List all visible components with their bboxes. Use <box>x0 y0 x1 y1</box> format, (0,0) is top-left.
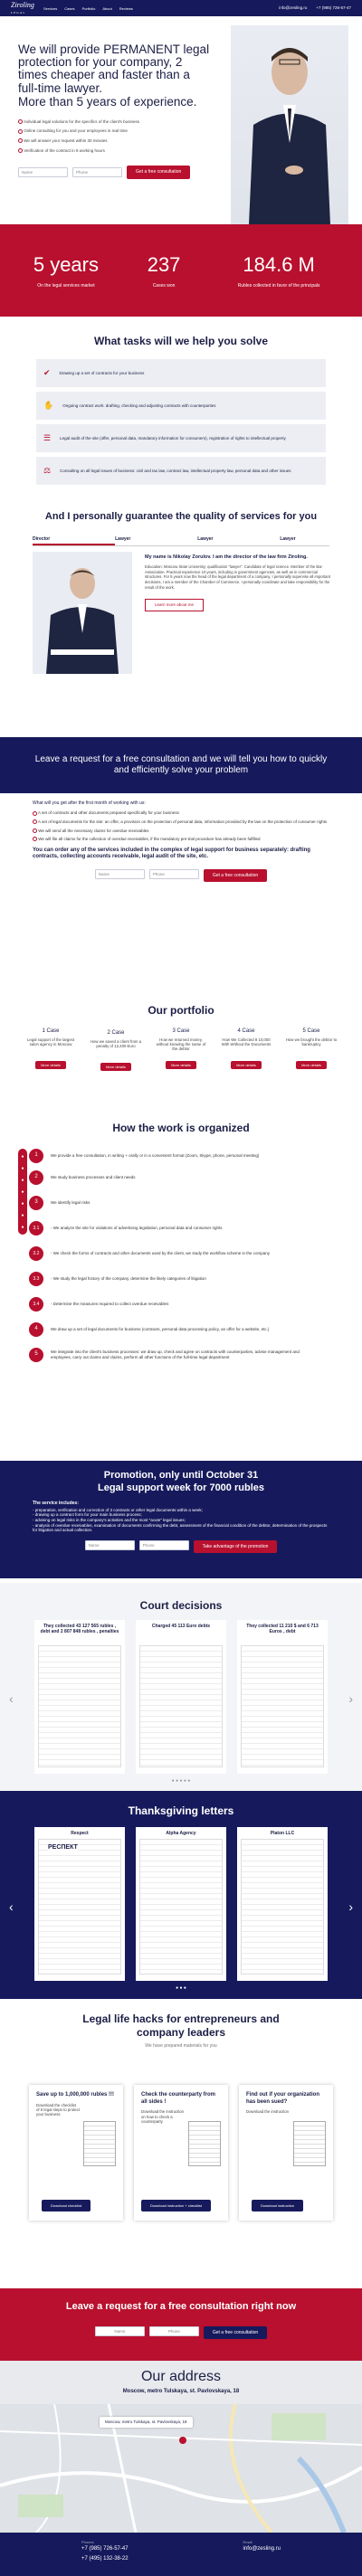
hero-bullet: Online consulting for you and your employees in real time <box>18 128 213 134</box>
check-circle-icon <box>33 811 37 816</box>
month-item: A set of contracts and other documents prepared specifically for your business <box>33 810 329 816</box>
lead2-name-input[interactable]: Name <box>95 2326 145 2336</box>
month-consultation-button[interactable]: Get a free consultation <box>204 869 267 882</box>
lead2-section <box>0 2288 362 2361</box>
work-step: 2 We study business processes and client needs <box>11 1170 319 1185</box>
work-step: 3.1 - We analyze the site for violations of advertising legislation, personal data and consumer rights <box>11 1221 319 1236</box>
case-details-button[interactable]: More details <box>35 1061 66 1069</box>
hacks-title: Legal life hacks for entrepreneurs and company leaders <box>82 2012 280 2039</box>
director-photo-small <box>33 552 132 674</box>
promo-includes: The service includes: <box>33 1500 79 1506</box>
footer-email[interactable]: info@zesling.ru <box>243 2546 281 2552</box>
nav-link[interactable]: Portfolio <box>81 5 96 11</box>
handshake-icon: ✋ <box>43 400 54 410</box>
address-line: Moscow, metro Tulskaya, st. Pavlovskaya, 18 <box>122 2389 240 2394</box>
work-step: 3.2 - We check the forms of contracts and other documents used by the client, we study the workflow scheme in the company <box>11 1246 319 1261</box>
promo-button[interactable]: Take advantage of the promotion <box>194 1540 278 1553</box>
work-step: 4 We draw up a set of legal documents for business (contracts, personal data processing policy, an offer for a website, etc.) <box>11 1322 319 1337</box>
document-icon <box>83 2121 116 2166</box>
court-document <box>241 1645 324 1767</box>
letter-document: РЕСПЕКТ <box>38 1839 121 1975</box>
portfolio-case: 1 Case Legal support of the largest salon agency in Moscow More details <box>26 1028 75 1067</box>
court-card[interactable]: They collected 43 127 565 rubles , debt and 2 807 848 rubles , penalties <box>34 1620 125 1774</box>
nav-link[interactable]: About <box>102 5 112 11</box>
letter-card[interactable]: Respect РЕСПЕКТ <box>34 1827 125 1981</box>
portfolio-case: 4 Case How We Collected 8 10,000 With Without the Documents More details <box>221 1028 272 1067</box>
hero-bullet: We will answer your request within 30 minutes <box>18 138 213 144</box>
promo-title: Promotion, only until October 31 <box>103 1470 259 1481</box>
header-phone[interactable]: +7 (985) 726-57-47 <box>316 5 351 11</box>
first-month-section <box>0 800 362 936</box>
footer-phone[interactable]: +7 (495) 132-38-22 <box>81 2555 129 2562</box>
work-step: 5 We integrate into the client's business processes: we draw up, check and agree on contracts with counterparties, advise management and employees, carry out claims and claims, perform all other functions of the full-time legal department <box>11 1348 319 1362</box>
lock-icon: ⚖ <box>43 465 52 475</box>
month-phone-input[interactable]: Phone <box>149 869 199 879</box>
lead2-phone-input[interactable]: Phone <box>149 2326 199 2336</box>
task-item: ✔ Drawing up a set of contracts for your business <box>36 359 326 387</box>
logo[interactable]: Ziroling LEGAL <box>11 0 34 14</box>
document-icon <box>293 2121 326 2166</box>
document-icon: ☰ <box>43 432 52 442</box>
carousel-dots[interactable]: ● ● ● <box>176 1985 186 1991</box>
download-button[interactable]: Download instruction <box>252 2200 303 2211</box>
hero <box>0 16 362 224</box>
letter-card[interactable]: Alpha Agency <box>136 1827 226 1981</box>
promo-name-input[interactable]: Name <box>85 1540 135 1550</box>
carousel-dots[interactable]: ● ● ● ● ● <box>171 1778 191 1784</box>
letters-title: Thanksgiving letters <box>128 1804 234 1817</box>
stat: 184.6 M Rubles collected in favor of the principals <box>237 253 320 289</box>
case-details-button[interactable]: More details <box>166 1061 196 1069</box>
letters-section <box>0 1791 362 1999</box>
court-section <box>0 1583 362 1791</box>
map[interactable] <box>0 2404 362 2533</box>
hero-name-input[interactable]: Name <box>18 167 68 177</box>
portfolio-title: Our portfolio <box>148 1004 214 1017</box>
chevron-left-icon[interactable]: ‹ <box>9 1691 14 1706</box>
promo-item: - analysis of overdue receivables, examination of documents confirming the debt, assessment of the financial condition of the debtor, determination of the prospects for litigation and actual collection. <box>33 1522 328 1533</box>
hero-bullet: Verification of the contract in 6 working hours <box>18 148 213 154</box>
check-circle-icon <box>18 119 23 124</box>
footer-phone[interactable]: +7 (985) 726-57-47 <box>81 2546 129 2552</box>
header-email[interactable]: info@zesling.ru <box>279 5 308 11</box>
stats-band <box>0 224 362 317</box>
check-circle-icon <box>33 837 37 841</box>
address-title: Our address <box>140 2369 222 2384</box>
step-rail: ● ● ● ● ● ● ● <box>18 1149 27 1235</box>
month-name-input[interactable]: Name <box>95 869 145 879</box>
check-circle-icon <box>33 829 37 833</box>
guarantee-section <box>0 511 362 728</box>
stat: 5 years On the legal services market <box>33 253 99 289</box>
portfolio-case: 5 Case How we brought the debtor to bankruptcy More details <box>285 1028 338 1067</box>
month-item: A set of legal documents for the site: an offer, a provision on the protection of personal data, information provided by the law on the protection of consumer rights <box>33 819 329 825</box>
map-popup: Moscow, metro Tulskaya, st. Pavlovskaya, 18 <box>100 2417 193 2428</box>
check-circle-icon <box>18 148 23 153</box>
lead-title: Leave a request for a free consultation and we will tell you how to quickly and efficiently solve your problem <box>34 754 328 775</box>
download-button[interactable]: Download instruction + checklist <box>141 2200 211 2211</box>
portfolio-case: 3 Case How we returned money, without knowing the name of the debtor More details <box>156 1028 206 1067</box>
court-card[interactable]: Charged 45 113 Euro debts <box>136 1620 226 1774</box>
hero-subtitle: More than 5 years of experience. <box>18 94 197 109</box>
letter-card[interactable]: Platon LLC <box>237 1827 328 1981</box>
chevron-right-icon[interactable]: › <box>348 1691 353 1706</box>
court-card[interactable]: They collected 11 210 $ and 6 713 Euros , debt <box>237 1620 328 1774</box>
work-step: 3.4 - Determine the measures required to collect overdue receivables <box>11 1297 319 1312</box>
nav-link[interactable]: Services <box>43 5 58 11</box>
court-document <box>38 1645 121 1767</box>
month-item: We will send all the necessary claims for overdue receivables <box>33 829 329 834</box>
portfolio-case: 2 Case How we saved a client from a penalty of 12,200 Euro More details <box>90 1030 142 1069</box>
letter-document <box>139 1839 223 1975</box>
learn-more-button[interactable]: Learn more about me <box>145 599 204 611</box>
check-circle-icon <box>33 819 37 824</box>
promo-subtitle: Legal support week for 7000 rubles <box>97 1482 264 1493</box>
director-heading: My name is Nikolay Zorulov. I am the director of the law firm Ziroling. <box>145 554 308 560</box>
hero-consultation-button[interactable]: Get a free consultation <box>127 166 190 178</box>
court-document <box>139 1645 223 1767</box>
month-intro: What will you get after the first month of working with us: <box>33 800 146 806</box>
portfolio-section <box>0 1004 362 1103</box>
hacks-section <box>0 2012 362 2320</box>
footer-phone-label: Phones <box>81 2540 94 2544</box>
task-item: ☰ Legal audit of the site (offer, personal data, mandatory information for consumers), registration of rights to intellectual property <box>36 424 326 452</box>
work-section <box>0 1122 362 1447</box>
court-title: Court decisions <box>139 1599 223 1612</box>
hero-bullet: Individual legal solutions for the specifics of the client's business <box>18 119 213 125</box>
tab-director[interactable]: Director <box>33 535 115 545</box>
top-header <box>0 0 362 16</box>
hero-title: We will provide PERMANENT legal protection for your company, 2 times cheaper and faster than a full-time lawyer. <box>18 43 210 95</box>
promo-item: - preparation, verification and correction of 3 contracts or other legal documents within a week; <box>33 1507 203 1512</box>
promo-item: - advising on legal risks in the company's activities and the most "acute" legal issues; <box>33 1518 186 1522</box>
nav-link[interactable]: Reviews <box>119 5 133 11</box>
chevron-left-icon[interactable]: ‹ <box>9 1899 14 1914</box>
tab-lawyer[interactable]: Lawyer <box>115 535 131 542</box>
case-details-button[interactable]: More details <box>100 1063 131 1071</box>
month-footer: You can order any of the services included in the complex of legal support for business separately: drafting contracts, collecting accounts receivable, legal audit of the site, etc. <box>33 847 310 859</box>
work-title: How the work is organized <box>112 1122 250 1134</box>
lead2-title: Leave a request for a free consultation right now <box>65 2301 297 2312</box>
lead-banner <box>0 737 362 793</box>
tasks-section <box>0 317 362 497</box>
download-button[interactable]: Download checklist <box>42 2200 90 2211</box>
director-text: Education: Moscow State University; qualification "lawyer". Candidate of legal science. Member of the Bar Association. Practical experience 10 years, including in government agencies, as well as in commercial structures. For 5 years now the head of the legal department of a company. I personally supervise all important decisions, I am a member of the Chamber of Commerce. I personally coordinate and take responsibility for the result of the work. <box>145 564 330 590</box>
stat: 237 Cases won <box>147 253 181 289</box>
promo-phone-input[interactable]: Phone <box>139 1540 189 1550</box>
promo-item: - drawing up a contract form for your main business process; <box>33 1512 142 1518</box>
tab-lawyer[interactable]: Lawyer <box>280 535 296 542</box>
address-section <box>0 2361 362 2533</box>
letter-document <box>241 1839 324 1975</box>
lead2-button[interactable]: Get a free consultation <box>204 2326 267 2339</box>
director-photo <box>231 25 348 224</box>
document-icon <box>188 2121 221 2166</box>
month-item: We will file all claims for the collection of overdue receivables, if the mandatory pre-trial procedure has already been fulfilled <box>33 837 329 842</box>
footer-email-label: Email <box>243 2540 252 2544</box>
case-details-button[interactable]: More details <box>296 1061 327 1069</box>
check-circle-icon <box>18 129 23 134</box>
work-step: 3.3 - We study the legal history of the company, determine the likely categories of litigation <box>11 1272 319 1286</box>
work-step: 1 We provide a free consultation, in writing + orally or in a convenient format (Zoom, Skype, phone, personal meeting) <box>11 1149 319 1163</box>
hacks-subtitle: We have prepared materials for you <box>145 2043 217 2049</box>
guarantee-title: And I personally guarantee the quality of services for you <box>44 511 318 522</box>
hero-phone-input[interactable]: Phone <box>72 167 122 177</box>
hack-card: Find out if your organization has been sued? Download the instruction Download instruction <box>239 2085 333 2221</box>
footer <box>0 2533 362 2576</box>
check-circle-icon <box>18 138 23 143</box>
nav-link[interactable]: Cases <box>64 5 75 11</box>
promo-section <box>0 1461 362 1578</box>
task-item: ⚖ Consulting on all legal issues of business: civil and tax law, contract law, intellectual property law, personal data and other issues <box>36 457 326 485</box>
case-details-button[interactable]: More details <box>231 1061 262 1069</box>
tab-lawyer[interactable]: Lawyer <box>197 535 214 542</box>
tasks-title: What tasks will we help you solve <box>93 335 269 347</box>
hack-card: Save up to 1,000,000 rubles !!! Download the checklist of 5 legal steps to protect your business Download checklist <box>29 2085 123 2221</box>
task-item: ✋ Ongoing contract work: drafting, checking and adjusting contracts with counterparties <box>36 392 326 420</box>
chevron-right-icon[interactable]: › <box>348 1899 353 1914</box>
hack-card: Check the counterparty from all sides ! Download the instruction on how to check a counterparty Download instruction + checklist <box>134 2085 228 2221</box>
checkmark-icon: ✔ <box>43 367 51 377</box>
work-step: 3 We identify legal risks <box>11 1196 319 1210</box>
